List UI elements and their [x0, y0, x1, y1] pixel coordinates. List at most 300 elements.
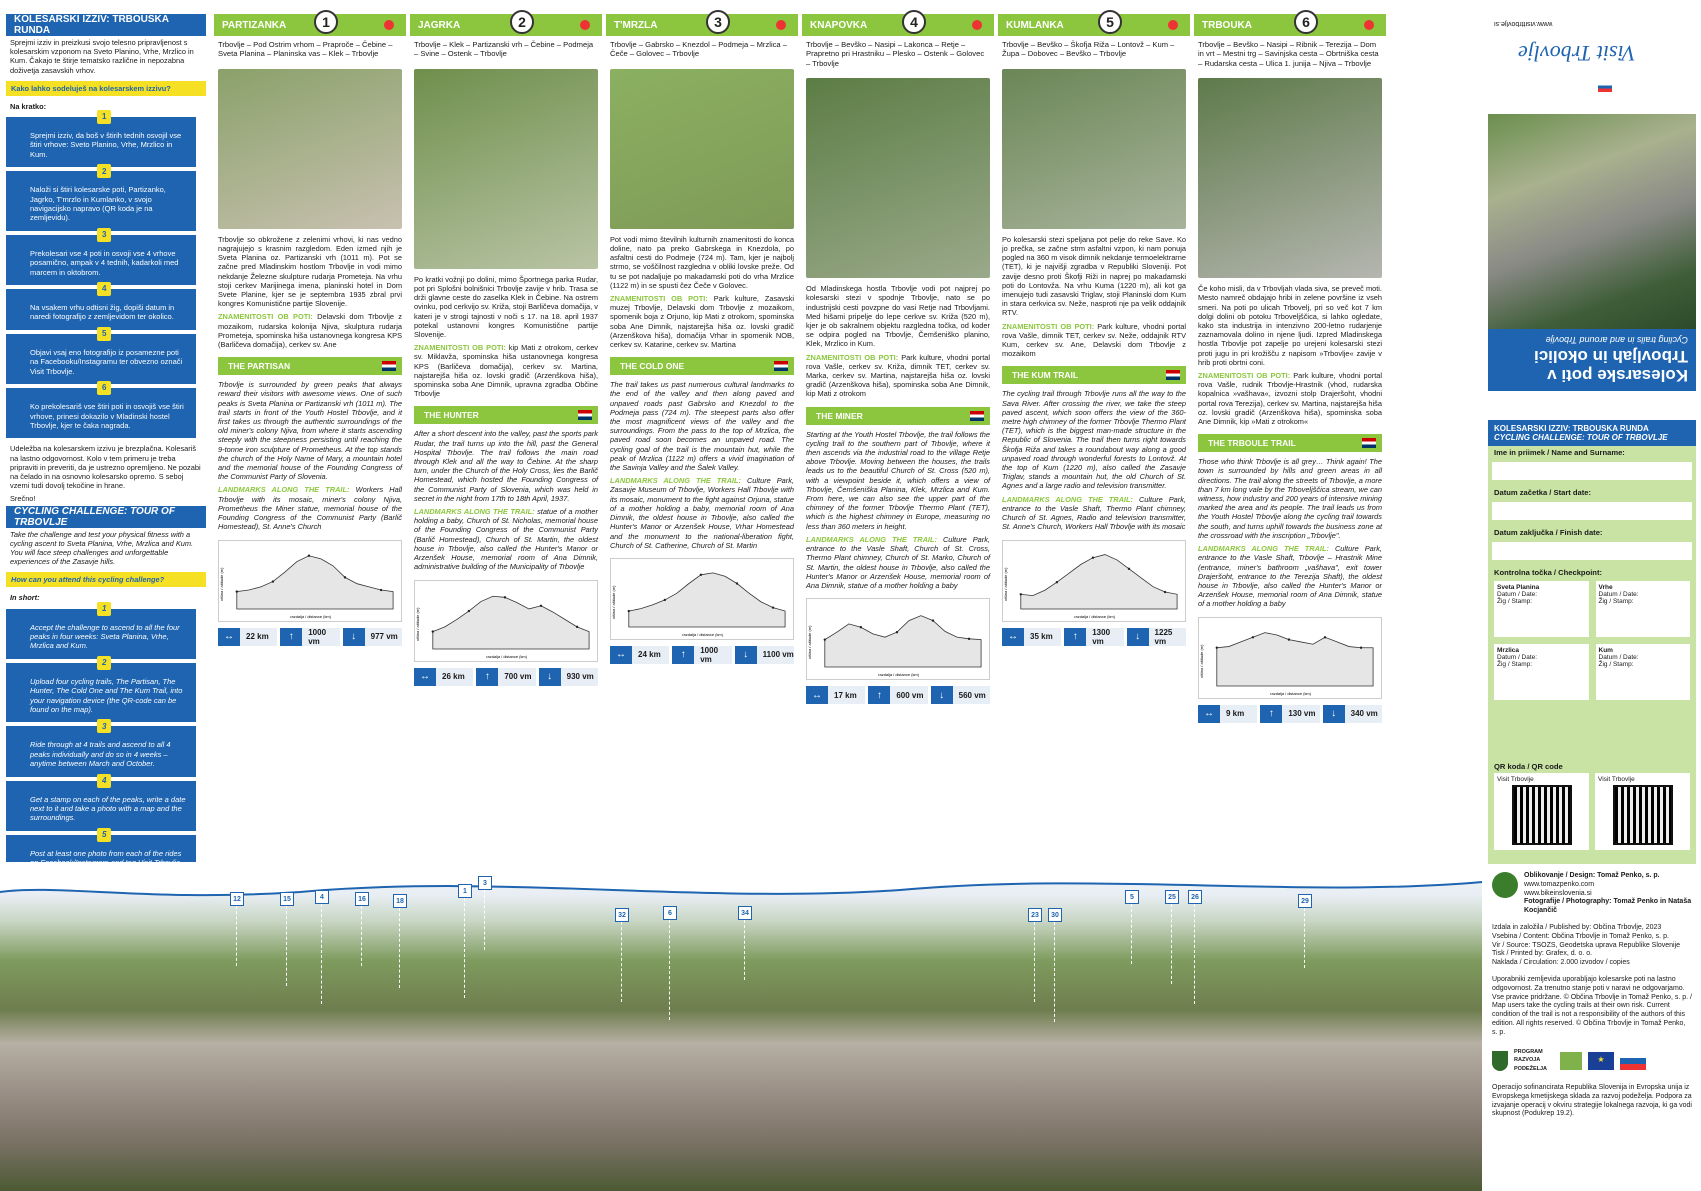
profile-area [1021, 554, 1177, 608]
trail-text: Če koho misli, da v Trbovljah vlada siva, se preveč moti. Mesto namreč obdajajo hribi in zelene površine iz vseh smeri. Na poti po ulicah Trbovelj, pri so več kot 7 km dolgi dolini ob potoku Trboveljščica, si lahko ogledate, kako sta industrija in intenzivno 200-letno rudarjenje zaznamovala dolino in njene ljudi. Izpred Mladinskega hostla Trbovlje pot zapelje po urejeni kolesarski stezi proti jugu in pri krožišču z napisom »Trbovlje« zavije v hrib proti obrtni coni. [1198, 284, 1382, 367]
challenge-intro-en: Take the challenge and test your physical fitness with a cycling ascent to Sveta Planina, Vrhe, Mrzlica and Kum. You will face steep challenges and unforgettable experiences of the Zasavje hills. [10, 529, 194, 567]
trail-column-4 [802, 14, 994, 864]
profile-point [1216, 646, 1218, 648]
trail-text-en: The cycling trail through Trbovlje runs all the way to the Sava River. After crossing the river, we take the steep paved ascent, which soon offers the view of the 360-metre high chimney of the former Trbovlje Thermo Plant (TET), which is the biggest man-made structure in the Republic of Slovenia. The trail then turns right towards Škofja Riža and takes a roundabout way along a good unpaved road through wonderful forests to Lontovž. At the top of Kum (1220 m), also called the Zasavje Triglav, stands a mountain hut, the old Church of St. Agnes and a large radio and television transmitter. [1002, 389, 1186, 491]
short-label: Na kratko: [10, 101, 47, 111]
profile-point [664, 599, 666, 601]
distance-value: 26 km [442, 672, 465, 681]
step-number: 3 [97, 228, 111, 242]
date-label: Datum / Date: [1598, 591, 1639, 598]
checkpoint-name: Mrzlica [1497, 647, 1520, 654]
trail-text-en: Those who think Trbovlje is all grey… Think again! The town is surrounded by hills and green areas in all directions. The trail along the streets of Trbovlje, a more than 7 km long vale by the Trboveljščica stream, we can witness, how industry and 200 years of intensive mining marked the area and its people. The trail leads us from the Youth Hostel Trbovlje along the cycling trail towards the south, and turns uphill towards the business zone at the crossroad with the inscription „Trbovlje". [1198, 457, 1382, 540]
trail-name: TRBOUKA [1202, 19, 1252, 31]
trail-column-2 [410, 14, 602, 864]
pin-line [744, 920, 745, 980]
checkpoint-name: Sveta Planina [1497, 584, 1540, 591]
ascent-icon: ↑ [280, 628, 302, 646]
distance-value: 9 km [1226, 709, 1245, 719]
landmarks-label: ZNAMENITOSTI OB POTI: [1002, 321, 1095, 331]
trail-number: 2 [510, 10, 534, 34]
profile-chart [1003, 541, 1185, 621]
profile-point [468, 609, 470, 611]
qr-code-1[interactable] [1512, 785, 1572, 845]
landmarks-en: Culture Park, Zasavje Museum of Trbovlje, Workers Hall Trbovlje with its mosaic, monument to the fight against Orjuna, statue of a mother holding a baby, memorial room of Ana Dimnik, the oldest house in Trbovlje, also called the Hunter's Manor or Arzenšek House, Vrhar Homestead and the monument to the national-liberation fight, Church of St. Catherine, Church of St. Martin [610, 476, 794, 550]
trail-route: Trbovlje – Gabrsko – Knezdol – Podmeja – Mrzlica – Čeče – Golovec – Trbovlje [610, 40, 787, 59]
program-logo: PROGRAM RAZVOJA PODEŽELJA [1514, 1048, 1548, 1073]
short-label-en: In short: [10, 593, 40, 603]
profile-point [1056, 581, 1058, 583]
pin-line [1194, 904, 1195, 1004]
descent-icon: ↓ [343, 628, 365, 646]
checkpoint-label: Kontrolna točka / Checkpoint: [1494, 568, 1603, 577]
ascent-value: 130 vm [1288, 709, 1316, 719]
step-3 [6, 721, 196, 776]
trail-name: KNAPOVKA [810, 19, 868, 31]
descent-icon: ↓ [735, 646, 757, 664]
landmarks: Delavski dom Trbovlje z mozaikom, rudarska kolonija Njiva, skulptura rudarja Prometeja, spominska hiša ustanovnega kongresa KPS (Barličeva domačija), cerkev sv. Ane [218, 312, 402, 350]
pin-line [399, 908, 400, 988]
landmarks-label: ZNAMENITOSTI OB POTI: [610, 294, 708, 304]
trail-photo [610, 69, 794, 229]
profile-ylabel: višina / altitude (m) [1198, 644, 1204, 678]
checkpoint-grid [1488, 579, 1696, 702]
profile-chart [611, 559, 793, 639]
profile-area [433, 596, 589, 649]
panorama-pin-18[interactable]: 18 [393, 894, 407, 908]
profile-point [860, 626, 862, 628]
trail-number: 4 [902, 10, 926, 34]
profile-point [968, 638, 970, 640]
pin-line [621, 922, 622, 1002]
elevation-profile [806, 598, 990, 680]
cover-photo [1488, 114, 1696, 329]
panorama-pin-30[interactable]: 30 [1048, 908, 1062, 922]
pin-line [361, 906, 362, 966]
qr-section [1488, 760, 1696, 864]
trail-header [998, 14, 1190, 36]
trail-number: 1 [314, 10, 338, 34]
ascent-icon: ↑ [672, 646, 694, 664]
checkpoint-box[interactable] [1494, 581, 1589, 637]
trail-name: T'MRZLA [614, 19, 658, 31]
profile-chart [219, 541, 401, 621]
crest-icon [1492, 1051, 1508, 1071]
distance-value: 22 km [246, 632, 269, 641]
trail-number: 5 [1098, 10, 1122, 34]
name-field[interactable] [1492, 462, 1692, 480]
panorama-pin-32[interactable]: 32 [615, 908, 629, 922]
panorama-wave [0, 862, 1482, 904]
eu-flag-icon: ★ [1588, 1052, 1614, 1070]
ascent-value: 1000 vm [308, 627, 327, 646]
landmarks-label-en: LANDMARKS ALONG THE TRAIL: [806, 534, 937, 544]
slovenia-flag-icon [1620, 1052, 1646, 1070]
trail-text: Po kratki vožnji po dolini, mimo Športnega parka Rudar, pot pri Splošni bolnišnici Trbovlje zavije v hrib. Trasa se drži glavne ceste do zaselka Klek in Čebine. Na ostrem ovinku, pod cerkvijo sv. Križa, stoji Barličeva domačija, v kateri je v strogi tajnosti v noči s 17. na 18. april 1937 potekal ustanovni kongres Komunistične partije Slovenije. [414, 274, 598, 340]
panorama-pin-26[interactable]: 26 [1188, 890, 1202, 904]
disclaimer: Uporabniki zemljevida uporabljajo kolesarske poti na lastno odgovornost. Za trenutno stanje poti v naravi ne odgovarjamo. Vse pravice pridržane. © Občina Trbovlje in Tomaž Penko, s. p. / Map users take the cycling trails at their own risk. Current condition of the trail is not a responsibility of the authors of this edition. All rights reserved. © Občina Trbovlje in Tomaž Penko, s. p. [1492, 975, 1692, 1036]
panorama-pin-34[interactable]: 34 [738, 906, 752, 920]
panorama-pin-12[interactable]: 12 [230, 892, 244, 906]
trail-column-3 [606, 14, 798, 864]
design-credit: Oblikovanje / Design: Tomaž Penko, s. p. [1524, 872, 1660, 879]
ascent-icon: ↑ [1260, 705, 1282, 723]
step-number: 3 [97, 719, 111, 733]
luck-text: Srečno! [10, 494, 36, 504]
profile-point [700, 574, 702, 576]
step-number: 5 [97, 327, 111, 341]
elevation-profile [1002, 540, 1186, 622]
trail-route: Trbovlje – Bevško – Nasipi – Ribnik – Terezija – Dom in vrt – Mestni trg – Savinjska cesta – Obrtniška cesta – Rudarska cesta – Ulica 1. junija – Njiva – Trbovlje [1198, 40, 1379, 68]
profile-chart [807, 599, 989, 679]
descent-icon: ↓ [1323, 705, 1345, 723]
step-text: Ride through at 4 trails and ascend to all 4 peaks individually and do so in 4 weeks – anytime between March and October. [30, 740, 171, 769]
profile-ylabel: višina / altitude (m) [414, 607, 420, 641]
trail-header [802, 14, 994, 36]
profile-point [432, 630, 434, 632]
stamp-label: Žig / Stamp: [1598, 598, 1634, 605]
pin-line [464, 898, 465, 998]
challenge-column [6, 14, 206, 864]
landmarks: Park kulture, Zasavski muzej Trbovlje, Delavski dom Trbovlje z mozaikom, spomenik boja z Orjuno, kip Mati z otrokom, spominska soba Ane Dimnik, najstarejša hiša oz. lovski gradič (Arzenškova hiša), domačija Vrhar in spomenik NOB, cerkev sv. Katarine, cerkev sv. Martina [610, 294, 794, 350]
profile-ylabel: višina / altitude (m) [218, 567, 224, 601]
step-6 [6, 383, 196, 438]
trail-header [410, 14, 602, 36]
trail-route: Trbovlje – Klek – Partizanski vrh – Čebine – Podmeja – Svine – Ostenk – Trbovlje [414, 40, 594, 59]
flag-icon [384, 20, 394, 30]
panorama-pin-15[interactable]: 15 [280, 892, 294, 906]
profile-point [1252, 636, 1254, 638]
trail-text: Po kolesarski stezi speljana pot pelje do reke Save. Ko jo prečka, se začne strm asfaltni vzpon, ki nam ponuja pogled na 360 m visok dimnik nekdanje termoelektrarne (TET), ki je najvišji zgradba v Republiki Sloveniji. Pot zavije desno proti Škofji Riži in naprej po makadamski poti do Lontovža. Na vrhu Kuma (1220 m), ali kot ga imenujejo tudi zasavski Triglav, stoji Planinski dom Kum in stara cerkvica sv. Neže, nasproti nje pa velik oddajnik RTV. [1002, 234, 1186, 318]
pin-line [286, 906, 287, 986]
panorama-photo [0, 862, 1482, 1191]
name-label: Ime in priimek / Name and Surname: [1494, 448, 1625, 457]
trail-name-en: THE COLD ONE [610, 357, 794, 375]
profile-point [628, 610, 630, 612]
step-text: Na vsakem vrhu odtisni žig, dopiši datum in naredi fotografijo z zemljevidom ter okolico. [30, 303, 175, 322]
eu-funding-note: Operacijo sofinancirata Republika Slovenija in Evropska unija iz Evropskega kmetijskega sklada za razvoj podeželja. Podpora za izvajanje operacij v okviru strategije lokalnega razvoja, ki ga vodi skupnost (Podukrep 19.2). [1492, 1083, 1692, 1118]
ascent-icon: ↑ [1064, 628, 1086, 646]
step-number: 4 [97, 774, 111, 788]
profile-xlabel: razdalja / distance (km) [682, 631, 724, 637]
profile-point [1020, 593, 1022, 595]
credits-panel [1488, 868, 1696, 1188]
trail-stats [414, 668, 598, 686]
trail-text: Od Mladinskega hostla Trbovlje vodi pot najprej po kolesarski stezi v spodnje Trbovlje, nato se po industrijski cesti povzpne do vasi Retje nad Trbovljami. Med hišami pripelje do lepe cerkve sv. Križa (520 m), kjer je ob sakralnem objektu razgledna točka, od koder se odpira pogled na Trbovlje, Čemšeniško planino, Klek, Mrzlico in Kum. [806, 284, 990, 349]
ascent-value: 600 vm [896, 690, 924, 700]
landmarks-label: ZNAMENITOSTI OB POTI: [218, 312, 313, 322]
checkpoint-box[interactable] [1596, 581, 1691, 637]
trail-text-en: Starting at the Youth Hostel Trbovlje, the trail follows the cycling trail to the southern part of Trbovlje, where it then ascends via the industrial road to the village Retje above Trbovlje. Moving between the houses, the trails leads us to the beautiful Church of St. Cross (520 m), with a viewpoint beside it, which offers a view of Trbovlje, Čemšeniška Planina, Klek, Mrzlica and Kum. From here, we can also see the upper part of the chimney of the former Trbovlje Thermo Plant (TET), which is the highest chimney in Europe, measuring no less than 360 meters in height. [806, 429, 990, 531]
ascent-icon: ↑ [476, 668, 498, 686]
profile-point [1324, 636, 1326, 638]
profile-point [1164, 590, 1166, 592]
step-text: Naloži si štiri kolesarske poti, Partizanko, Jagrko, T'mrzlo in Kumlanko, v svojo navigacijsko napravo (QR koda je na zemljevidu). [30, 185, 166, 223]
pin-line [1304, 908, 1305, 968]
pin-line [1034, 922, 1035, 1002]
trail-name: JAGRKA [418, 19, 461, 31]
profile-ylabel: višina / altitude (m) [806, 625, 812, 660]
descent-value: 560 vm [958, 690, 986, 700]
profile-point [540, 604, 542, 606]
trail-photo [414, 69, 598, 269]
profile-point [576, 625, 578, 627]
trail-name: PARTIZANKA [222, 19, 287, 31]
checkpoint-name: Vrhe [1598, 584, 1613, 591]
qr-label: QR koda / QR code [1494, 762, 1563, 771]
landmarks-en: Culture Park, entrance to the Vasle Shaft, Church of St. Cross, Thermo Plant chimney, Church of St. Marko, Church of St. Martin, the oldest house in Trbovlje, also called the Hunter's Manor or Arzenšek House, memorial room of Ana Dimnik, statue of a mother holding a baby [806, 534, 990, 590]
step-number: 2 [97, 656, 111, 670]
step-text: Sprejmi izziv, da boš v štirih tednih osvojil vse štiri vrhove: Sveto Planino, Vrhe, Mrzlico in Kum. [30, 131, 182, 159]
stamp-label: Žig / Stamp: [1598, 661, 1634, 668]
descent-value: 977 vm [370, 632, 398, 641]
landmarks-label: ZNAMENITOSTI OB POTI: [1198, 371, 1291, 381]
trail-route: Trbovlje – Bevško – Škofja Riža – Lontovž – Kum – Župa – Dobovec – Bevško – Trbovlje [1002, 40, 1175, 59]
flag-icon [580, 20, 590, 30]
pin-line [1054, 922, 1055, 1022]
landmarks-label-en: LANDMARKS ALONG THE TRAIL: [1198, 544, 1329, 554]
trail-stats [806, 686, 990, 704]
finish-date-field[interactable] [1492, 542, 1692, 560]
pin-line [669, 920, 670, 1020]
trail-text-en: Trbovlje is surrounded by green peaks that always reward their visitors with awesome views. One of such peaks is Sveta Planina or Partizanski vrh (1011 m). The trail starts in front of the Youth Hostel Trbovlje, and it first takes us through the authentic surroundings of the old miner's colony Njiva, from where it starts ascending steeply with the steepness persisting until reaching the 9-tonne iron sculpture of Prometheus. At the top stands the church of the Holy Name of Mary, a mountain hotel and the memorial house of the Founding Congress of the Communist Party of Slovenia. [218, 380, 402, 482]
cover-subtitle: Cycling trails in and around Trbovlje [1545, 335, 1688, 345]
challenge-title: KOLESARSKI IZZIV: TRBOUSKA RUNDA [6, 14, 206, 36]
distance-icon: ↔ [806, 686, 828, 704]
elevation-profile [218, 540, 402, 622]
step-text: Upload four cycling trails, The Partisan, The Hunter, The Cold One and The Kum Trail, into your navigation device (the QR-code can be found on the map). [30, 676, 183, 714]
date-label: Datum / Date: [1497, 654, 1538, 661]
landmarks-en: Culture Park, entrance to the Vasle Shaft, Thermo Plant chimney, Church of St. Agnes, Radio and television transmitter, St. Anne's Church, Workers Hall Trbovlje with its mosaic [1002, 494, 1186, 532]
profile-point [824, 639, 826, 641]
panorama-pin-3[interactable]: 3 [478, 876, 492, 890]
challenge-card [1488, 420, 1696, 760]
profile-xlabel: razdalja / distance (km) [1074, 613, 1116, 619]
date-label: Datum / Date: [1598, 654, 1639, 661]
step-number: 1 [97, 110, 111, 124]
content-credit: Vsebina / Content: Občina Trbovlje in Tomaž Penko, s. p. [1492, 932, 1669, 940]
distance-icon: ↔ [218, 628, 240, 646]
step-text: Prekolesari vse 4 poti in osvoji vse 4 vrhove posamično, ampak v 4 tednih, kadarkoli med marcem in oktobrom. [30, 248, 179, 277]
profile-point [344, 576, 346, 578]
trail-route: Trbovlje – Pod Ostrim vrhom – Praproče – Čebine – Sveta Planina – Planinska vas – Klek – Trbovlje [218, 40, 393, 59]
cover-panel [1488, 14, 1696, 409]
trail-photo [1198, 78, 1382, 278]
landmarks-label-en: LANDMARKS ALONG THE TRAIL: [610, 476, 741, 486]
distance-value: 17 km [834, 690, 857, 700]
start-date-field[interactable] [1492, 502, 1692, 520]
trail-name-en: THE HUNTER [414, 406, 598, 424]
landmarks-label: ZNAMENITOSTI OB POTI: [806, 352, 899, 362]
trail-name-en: THE KUM TRAIL [1002, 366, 1186, 384]
profile-xlabel: razdalja / distance (km) [1270, 690, 1312, 696]
descent-value: 340 vm [1350, 709, 1378, 719]
descent-value: 1100 vm [762, 650, 794, 660]
profile-point [932, 620, 934, 622]
trail-photo [218, 69, 402, 229]
profile-point [896, 631, 898, 633]
trail-text-en: After a short descent into the valley, past the sports park Rudar, the trail turns up into the hill, past the General Hospital Trbovlje. The trail follows the main road through Klek and all the way to Čebine. At the sharp turn, under the Church of the Holy Cross, lies the Barlič Homestead, which hosted the Founding Congress of the Communist Party of Slovenia, which was held in secret in the night from 17th to 18th April, 1937. [414, 429, 598, 503]
profile-point [736, 582, 738, 584]
landmarks-en: statue of a mother holding a baby, Church of St. Nicholas, memorial house of the Founding Congress of the Communist Party (Barlič Homestead), Church of St. Martin, the oldest house in Trbovlje, also called the Hunter's Manor or Arzenšek House, memorial room of Ana Dimnik, administrative building of the Municipality of Trbovlje [414, 507, 598, 572]
profile-point [1288, 638, 1290, 640]
panorama-pin-5[interactable]: 5 [1125, 890, 1139, 904]
trail-column-1 [214, 14, 406, 864]
step-text: Accept the challenge to ascend to all the four peaks in four weeks: Sveta Planina, Vrhe, Mrzlica and Kum. [30, 622, 180, 651]
profile-point [272, 580, 274, 582]
pin-line [321, 904, 322, 1004]
ascent-icon: ↑ [868, 686, 890, 704]
pin-line [1171, 904, 1172, 984]
card-title-en: CYCLING CHALLENGE: TOUR OF TRBOVLJE [1494, 433, 1668, 442]
profile-ylabel: višina / altitude (m) [1002, 567, 1008, 601]
trail-header [214, 14, 406, 36]
profile-ylabel: višina / altitude (m) [610, 585, 616, 619]
finish-label: Datum zaključka / Finish date: [1494, 528, 1603, 537]
flag-icon [776, 20, 786, 30]
descent-icon: ↓ [1127, 628, 1149, 646]
qr-code-2[interactable] [1613, 785, 1673, 845]
checkpoint-name: Kum [1598, 647, 1613, 654]
pin-line [236, 906, 237, 966]
design-urls: www.tomazpenko.com www.bikeinslovenia.si [1524, 880, 1595, 897]
profile-point [1360, 646, 1362, 648]
ascent-value: 700 vm [504, 672, 532, 681]
checkpoint-box[interactable] [1494, 644, 1589, 700]
elevation-profile [610, 558, 794, 640]
landmarks-label-en: LANDMARKS ALONG THE TRAIL: [414, 507, 535, 517]
trail-column-5 [998, 14, 1190, 864]
trail-number: 6 [1294, 10, 1318, 34]
profile-point [380, 588, 382, 590]
step-2 [6, 166, 196, 231]
profile-point [1128, 567, 1130, 569]
profile-area [629, 573, 785, 627]
stamp-label: Žig / Stamp: [1497, 598, 1533, 605]
step-text: Post at least one photo from each of the rides [30, 848, 182, 858]
flag-icon [972, 20, 982, 30]
flag-icon [1598, 82, 1612, 92]
panorama-pin-16[interactable]: 16 [355, 892, 369, 906]
landmarks-label-en: LANDMARKS ALONG THE TRAIL: [218, 485, 350, 495]
date-label: Datum / Date: [1497, 591, 1538, 598]
challenge-question-en: How can you attend this cycling challenge? [6, 572, 206, 587]
challenge-question: Kako lahko sodeluješ na kolesarskem izzivu? [6, 81, 206, 96]
profile-point [504, 596, 506, 598]
profile-point [308, 554, 310, 556]
step-number: 4 [97, 282, 111, 296]
elevation-profile [1198, 617, 1382, 699]
checkpoint-box[interactable] [1596, 644, 1691, 700]
profile-area [1217, 632, 1373, 685]
flag-icon [1168, 20, 1178, 30]
distance-value: 24 km [638, 650, 661, 660]
profile-chart [1199, 618, 1381, 698]
cover-url: www.visittrbovlje.si [1494, 20, 1553, 27]
step-text: Objavi vsaj eno fotografijo iz posamezne poti na Facebooku/Instagramu ter obvezno označi Visit Trbovlje. [30, 347, 183, 376]
profile-point [1092, 556, 1094, 558]
profile-area [825, 616, 981, 667]
step-number: 2 [97, 164, 111, 178]
publisher: Izdala in založila / Published by: Občina Trbovlje, 2023 [1492, 923, 1662, 931]
step-text: Ko prekolesariš vse štiri poti in osvojiš vse štiri vrhove, prinesi dokazilo v Mladinski hostel Trbovlje, kjer te čaka nagrada. [30, 402, 184, 430]
steps-sl [6, 112, 206, 438]
landmarks: Park kulture, vhodni portal rova Vašle, dimnik TET, cerkev sv. Neže, oddajnik RTV Kum, cerkev sv. Ane, Delavski dom Trbovlje z mozaikom [1002, 321, 1186, 359]
distance-icon: ↔ [610, 646, 632, 664]
challenge-title-en: CYCLING CHALLENGE: TOUR OF TRBOVLJE [6, 506, 206, 528]
photo-credit: Fotografije / Photography: Tomaž Penko in Nataša Kocjančič [1524, 898, 1692, 915]
profile-xlabel: razdalja / distance (km) [290, 613, 332, 619]
panorama-pin-29[interactable]: 29 [1298, 894, 1312, 908]
trail-photo [1002, 69, 1186, 229]
descent-value: 930 vm [566, 672, 594, 681]
trail-header [1194, 14, 1386, 36]
copies: Naklada / Circulation: 2.000 izvodov / copies [1492, 959, 1630, 967]
trail-photo [806, 78, 990, 278]
ascent-value: 1000 vm [700, 645, 719, 664]
landmarks-en: Culture Park, entrance to the Vasle Shaft, Trbovlje – Hrastnik Mine (entrance, miner's bathroom „vašhava", exit tower Drajeršoht, entrance to the Terezija Shaft), the oldest house in Trbovlje, also called the Hunter's Manor or Arzenšek House, memorial room of Ana Dimnik, statue of a mother holding a baby [1198, 544, 1382, 609]
trail-name: KUMLANKA [1006, 19, 1064, 31]
descent-icon: ↓ [931, 686, 953, 704]
step-2 [6, 658, 196, 723]
trail-name-en: THE TRBOULE TRAIL [1198, 434, 1382, 452]
pin-line [484, 890, 485, 950]
panorama-pin-23[interactable]: 23 [1028, 908, 1042, 922]
landmarks: Park kulture, vhodni portal rova Vašle, cerkev sv. Križa, dimnik TET, cerkev sv. Marka, cerkev sv. Martina, najstarejša hiša oz. lovski gradič (Arzenškova hiša), spominska soba Ane Dimnik, kip Mati z otrokom [806, 352, 990, 399]
distance-icon: ↔ [1002, 628, 1024, 646]
trail-name-en: THE MINER [806, 407, 990, 425]
elevation-profile [414, 580, 598, 662]
trail-header [606, 14, 798, 36]
designer-logo-icon [1492, 872, 1518, 898]
distance-icon: ↔ [414, 668, 436, 686]
cover-title: Kolesarske poti v Trbovljah in okolici [1534, 347, 1688, 385]
step-3 [6, 230, 196, 285]
step-4 [6, 775, 196, 831]
distance-icon: ↔ [1198, 705, 1220, 723]
challenge-note: Udeležba na kolesarskem izzivu je brezplačna. Kolesariš na lastno odgovornost. Kolo v tem primeru je treba pripraviti in preveriti, da je ustrezno opremljeno. Ne pozabi na čelado in na osnovno kolesarsko opremo. S seboj vzemi tudi dovolj tekočine in hrane. [10, 444, 201, 491]
step-number: 1 [97, 602, 111, 616]
card-title: KOLESARSKI IZZIV: TRBOUSKA RUNDA [1494, 424, 1649, 433]
trail-text-en: The trail takes us past numerous cultural landmarks to the end of the valley and then along paved and unpaved roads past Gabrsko and Knezdol to the Podmeja pass (724 m). The steepest parts also offer the most magnificent views of the valley and the surroundings. From the pass to the top of Mrzlica, the paved road soon becomes an unpaved road. The cycling goal of the trail is the mountain hut, while the peak of Mrzlica (1122 m) offers a vivid imagination of the Savinja Valley and the Šalek Valley. [610, 380, 794, 473]
trail-stats [610, 646, 794, 664]
challenge-intro: Sprejmi izziv in preizkusi svojo telesno pripravljenost s kolesarskim vzponom na Sveto Planino, Vrhe, Mrzlico in Kum. Čakajo te štirje tematsko različne in nepozabna doživetja zasavskih vrhov. [10, 38, 194, 75]
profile-xlabel: razdalja / distance (km) [878, 672, 920, 678]
panorama-pin-6[interactable]: 6 [663, 906, 677, 920]
step-number: 6 [97, 381, 111, 395]
step-5 [6, 329, 196, 384]
panorama-pin-1[interactable]: 1 [458, 884, 472, 898]
panorama-pin-4[interactable]: 4 [315, 890, 329, 904]
step-4 [6, 284, 196, 330]
print-credit: Tisk / Printed by: Grafex, d. o. o. [1492, 950, 1593, 958]
profile-chart [415, 581, 597, 661]
trail-column-6 [1194, 14, 1386, 864]
las-logo-icon [1560, 1052, 1582, 1070]
landmarks-label-en: LANDMARKS ALONG THE TRAIL: [1002, 494, 1133, 504]
trail-number: 3 [706, 10, 730, 34]
pin-line [1131, 904, 1132, 964]
landmarks-label: ZNAMENITOSTI OB POTI: [414, 343, 506, 353]
trail-route: Trbovlje – Bevško – Nasipi – Lakonca – Retje – Prapretno pri Hrastniku – Plesko – Ostenk – Golovec – Trbovlje [806, 40, 985, 68]
trail-name-en: THE PARTISAN [218, 357, 402, 375]
ascent-value: 1300 vm [1092, 627, 1111, 646]
panorama-pin-25[interactable]: 25 [1165, 890, 1179, 904]
trail-text: Trbovlje so obkrožene z zelenimi vrhovi, ki nas vedno nagrajujejo s krasnim razgledom. Eden izmed njih je Sveta Planina oz. Partizanski vrh (1011 m). Pot se začne pred Mladinskim hostlom Trbovlje in vodi mimo nekdanje Železne skulpture rudarja Prometeja. Na vrhu stoji cerkev Marijinega imena, planinski hotel in Dom Svete Planine, kjer se je septembra 1935 zbral prvi kongres Komunistične partije Slovenije. [218, 234, 402, 309]
source-credit: Vir / Source: TSOZS, Geodetska uprava Republike Slovenije [1492, 941, 1681, 949]
qr-caption-1: Visit Trbovlje [1497, 776, 1534, 783]
landmarks: kip Mati z otrokom, cerkev sv. Miklavža, spominska hiša ustanovnega kongresa KPS (Barličeva domačija), cerkev sv. Martina, najstarejša hiša oz. lovski gradič (Arzenškova hiša), spominska soba Ane Dimnik, upravna zgradba Občine Trbovlje [414, 343, 598, 399]
trail-stats [218, 628, 402, 646]
